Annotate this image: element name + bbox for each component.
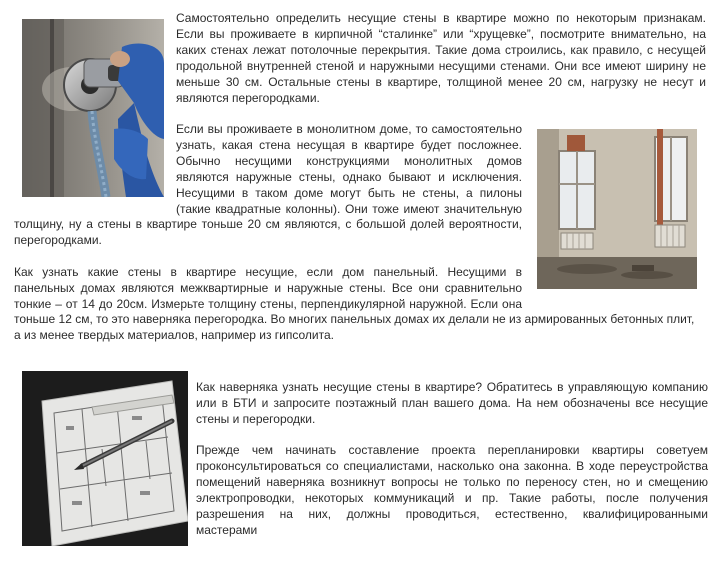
- text-line: помещений наверняка возникнут вопросы не только по переносу стен, но и смещению: [196, 474, 708, 489]
- text-line: Если вы проживаете в кирпичной “сталинке” или “хрущевке”, посмотрите внимательно, на: [176, 26, 706, 41]
- text-line: Как узнать какие стены в квартире несущие, если дом панельный. Несущими в: [14, 265, 522, 279]
- text-line: Обычно несущими конструкциями монолитных домов: [176, 153, 522, 168]
- paragraph-monolithic-houses-continued: [14, 217, 522, 249]
- floor-plan-photo: [22, 371, 188, 546]
- text-line: проконсультироваться со специалистами, насколько она законна. В ходе переустройства: [196, 458, 708, 473]
- paragraph-monolithic-houses: [176, 122, 522, 217]
- text-line: являются перегородками.: [176, 90, 320, 105]
- text-line: Как наверняка узнать несущие стены в квартире? Обратитесь в управляющую компанию: [196, 380, 708, 394]
- text-line: а из менее твердых материалов, например из гипсолита.: [14, 327, 334, 342]
- text-line: Прежде чем начинать составление проекта перепланировки квартиры советуем: [196, 443, 708, 457]
- text-line: тоньше 12 см, то это наверняка перегородка. Во многих панельных домах их делали не из армированных бетонных плит,: [14, 312, 695, 326]
- text-line: являются наружные стены, однако бывают и исключения.: [176, 169, 522, 184]
- text-line: панельных домах являются межквартирные и наружные стены. Все они сравнительно: [14, 280, 522, 295]
- text-line: тонкие – от 14 до 20см. Измерьте толщину стены, перпендикулярной наружной. Если она: [14, 296, 522, 311]
- text-line: электропроводки, некоторых коммуникаций и пр. Такие работы, после получения: [196, 490, 708, 505]
- text-line: Если вы проживаете в монолитном доме, то самостоятельно: [176, 122, 522, 136]
- paragraph-consult-specialists: [196, 443, 708, 538]
- text-line: мастерами: [196, 522, 258, 537]
- text-line: Самостоятельно определить несущие стены в квартире можно по некоторым признакам.: [176, 11, 706, 25]
- paragraph-panel-houses-continued: [14, 312, 720, 344]
- wall-cutting-photo: [22, 19, 164, 197]
- paragraph-panel-houses: [14, 265, 522, 313]
- text-line: каких стенах лежат потолочные перекрытия. Такие дома строились, как правило, с несущей: [176, 42, 706, 57]
- text-line: узнать, какая стена несущая в квартире будет посложнее.: [176, 137, 522, 152]
- text-line: стены и перегородки.: [196, 411, 316, 426]
- paragraph-bti-plan: [196, 380, 708, 428]
- text-line: (такие квадратные колонны). Они тоже имеют значительную: [176, 201, 522, 216]
- text-line: меньше 30 см. Остальные стены в квартире, толщиной менее 20 см, нагрузку не несут и: [176, 74, 706, 89]
- text-line: продольной внутренней стеной и наружными несущими стенами. Они все имеют ширину не: [176, 58, 706, 73]
- empty-room-photo: [537, 129, 697, 289]
- text-line: толщину, ну а стены в квартире тоньше 20 см являются, с большой долей вероятности,: [14, 217, 522, 231]
- text-line: или в БТИ и запросите поэтажный план вашего дома. На нем обозначены все несущие: [196, 395, 708, 410]
- text-line: перегородками.: [14, 232, 102, 247]
- text-line: Несущими в таком доме могут быть не стены, а пилоны: [176, 185, 522, 200]
- text-line: разрешения на них, должны проводиться, естественно, квалифицированными: [196, 506, 708, 521]
- paragraph-brick-houses: [176, 11, 706, 106]
